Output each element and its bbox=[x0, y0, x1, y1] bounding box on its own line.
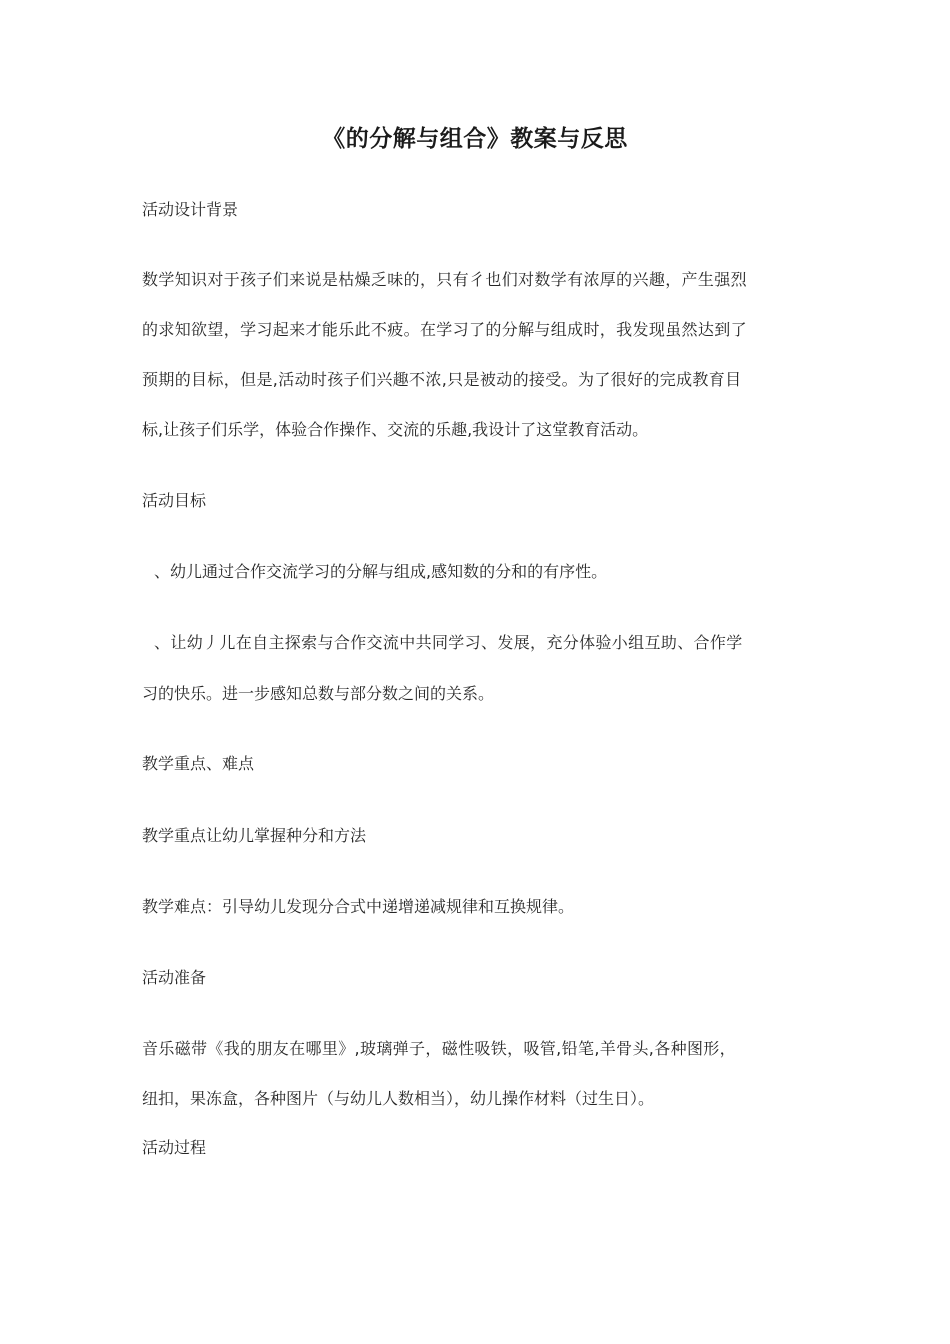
paragraph-line: 教学重点让幼儿掌握种分和方法 bbox=[142, 826, 367, 845]
paragraph-line: 音乐磁带《我的朋友在哪里》,玻璃弹子，磁性吸铁，吸管,铅笔,羊骨头,各种图形， bbox=[142, 1039, 736, 1058]
section-heading-key-points: 教学重点、难点 bbox=[142, 754, 255, 773]
paragraph-line: 数学知识对于孩子们来说是枯燥乏味的，只有彳也们对数学有浓厚的兴趣，产生强烈 bbox=[142, 270, 747, 289]
paragraph-line: 标,让孩子们乐学，体验合作操作、交流的乐趣,我设计了这堂教育活动。 bbox=[142, 420, 649, 439]
document-title: 《的分解与组合》教案与反思 bbox=[322, 126, 628, 152]
goal-item-continuation: 习的快乐。进一步感知总数与部分数之间的关系。 bbox=[142, 684, 495, 703]
paragraph-line: 预期的目标，但是,活动时孩子们兴趣不浓,只是被动的接受。为了很好的完成教育目 bbox=[142, 370, 742, 389]
section-heading-goals: 活动目标 bbox=[142, 491, 207, 510]
paragraph-line: 教学难点：引导幼儿发现分合式中递增递减规律和互换规律。 bbox=[142, 897, 575, 916]
goal-item: 、让幼丿儿在自主探索与合作交流中共同学习、发展，充分体验小组互助、合作学 bbox=[154, 633, 743, 652]
section-heading-preparation: 活动准备 bbox=[142, 968, 207, 987]
goal-item: 、幼儿通过合作交流学习的分解与组成,感知数的分和的有序性。 bbox=[154, 562, 608, 581]
section-heading-background: 活动设计背景 bbox=[142, 200, 239, 219]
section-heading-process: 活动过程 bbox=[142, 1138, 207, 1157]
paragraph-line: 纽扣，果冻盒，各种图片（与幼儿人数相当），幼儿操作材料（过生日）。 bbox=[142, 1089, 655, 1108]
paragraph-line: 的求知欲望，学习起来才能乐此不疲。在学习了的分解与组成时，我发现虽然达到了 bbox=[142, 320, 747, 339]
